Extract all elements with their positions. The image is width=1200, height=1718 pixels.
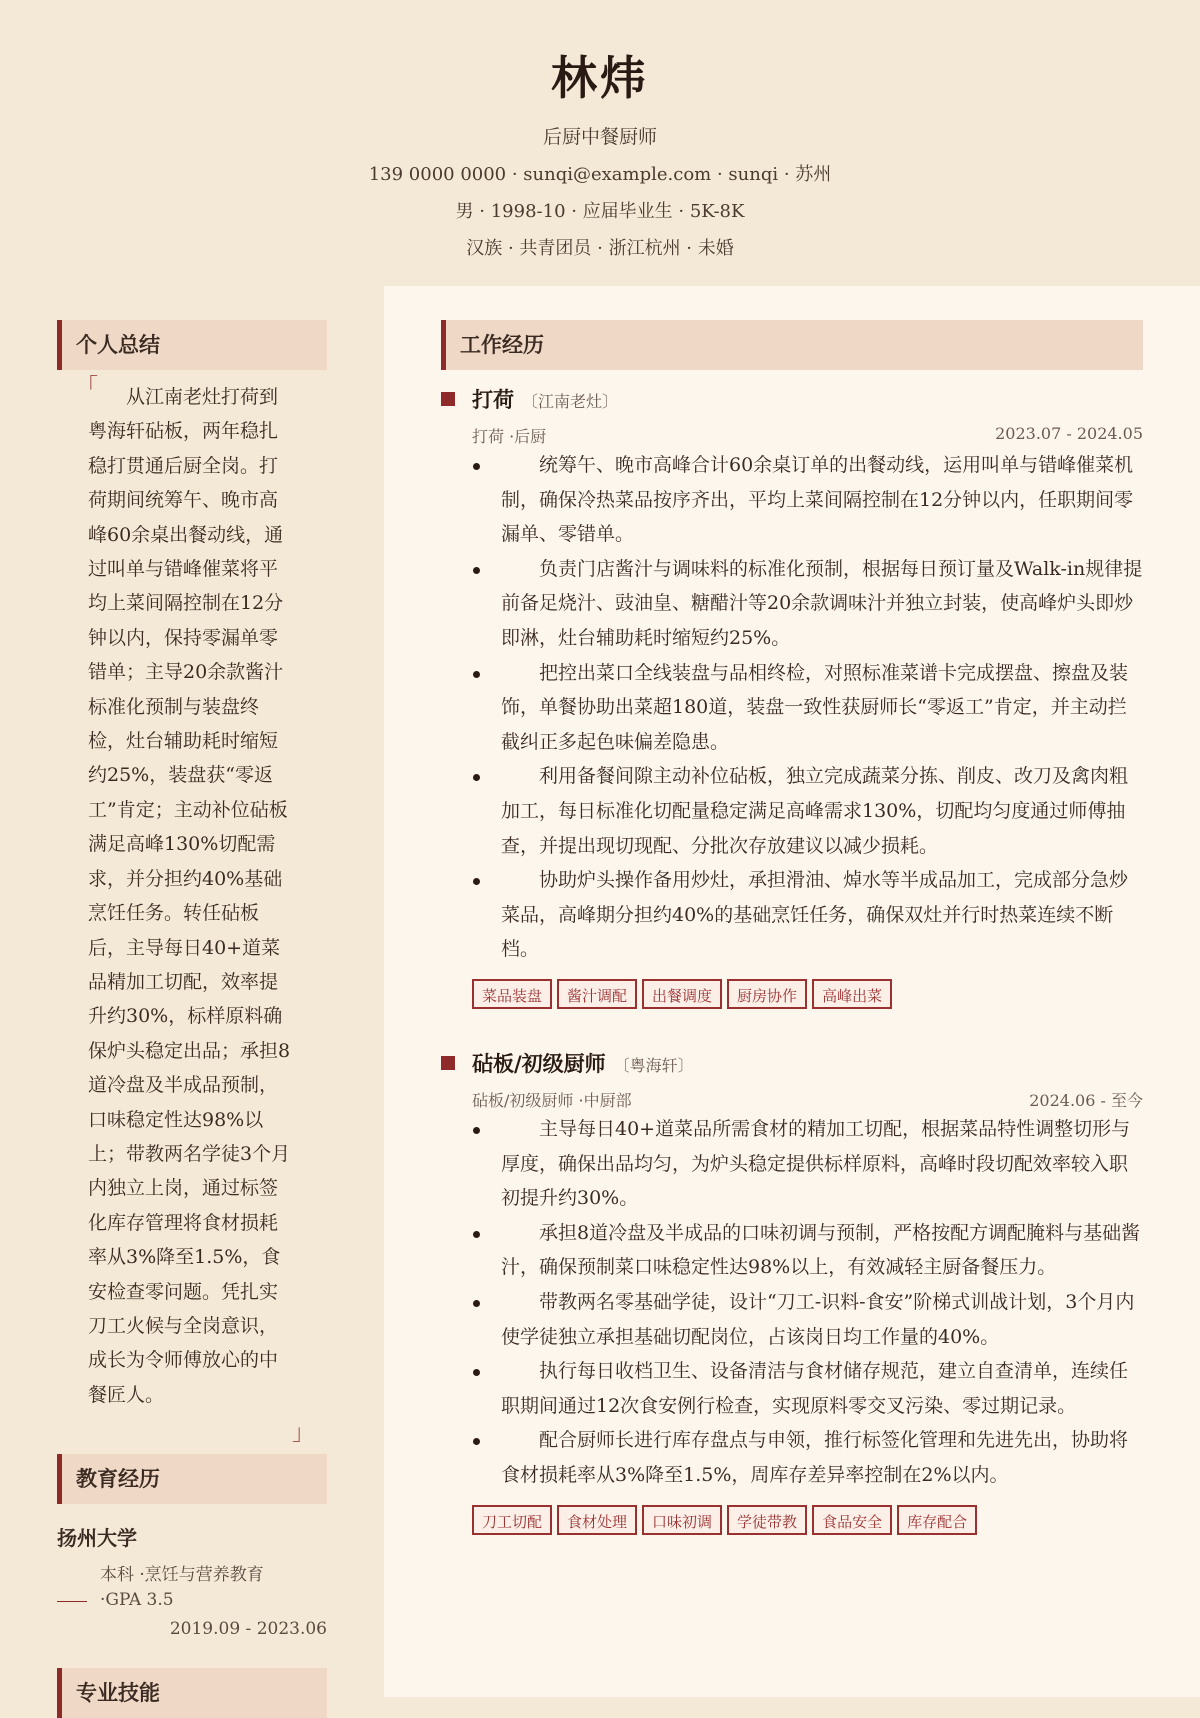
- skill-tag: 食品安全: [812, 1505, 892, 1535]
- skill-tag: 口味初调: [642, 1505, 722, 1535]
- skill-tag: 高峰出菜: [812, 979, 892, 1009]
- bullet-dot-icon: [473, 1127, 480, 1134]
- summary-heading: 个人总结: [57, 320, 327, 370]
- skill-tag: 菜品装盘: [472, 979, 552, 1009]
- bullet-item: 把控出菜口全线装盘与品相终检，对照标准菜谱卡完成摆盘、擦盘及装饰，单餐协助出菜超180道，装盘一致性获厨师长“零返工”肯定，并主动拦截纠正多起色味偏差隐患。: [441, 656, 1143, 760]
- degree-major: 本科 ·烹饪与营养教育: [100, 1565, 264, 1585]
- bullet-item: 负责门店酱汁与调味料的标准化预制，根据每日预订量及Walk-in规律提前备足烧汁、豉油皇、糖醋汁等20余款调味汁并独立封装，使高峰炉头即炒即淋，灶台辅助耗时缩短约25%。: [441, 552, 1143, 656]
- skill-tag: 食材处理: [557, 1505, 637, 1535]
- gpa: ·GPA 3.5: [100, 1590, 174, 1610]
- skill-tag: 学徒带教: [727, 1505, 807, 1535]
- skill-tag: 出餐调度: [642, 979, 722, 1009]
- skill-tag: 库存配合: [897, 1505, 977, 1535]
- bullet-dot-icon: [473, 1300, 480, 1307]
- quote-close-mark: 」: [292, 1421, 315, 1446]
- basic-info-line: 男 · 1998-10 · 应届毕业生 · 5K-8K: [455, 201, 745, 222]
- education-heading: 教育经历: [57, 1454, 327, 1504]
- bullet-dot-icon: [473, 1369, 480, 1376]
- education-dates: 2019.09 - 2023.06: [169, 1619, 327, 1639]
- personal-info-line: 汉族 · 共青团员 · 浙江杭州 · 未婚: [466, 238, 734, 259]
- job-role: 砧板/初级厨师 ·中厨部: [472, 1091, 632, 1110]
- skill-tags: [441, 1505, 1143, 1541]
- bullet-dot-icon: [473, 671, 480, 678]
- main-content: [384, 286, 1200, 1697]
- bullet-item: 配合厨师长进行库存盘点与申领，推行标签化管理和先进先出，协助将食材损耗率从3%降至1.5%，周库存差异率控制在2%以内。: [441, 1423, 1143, 1492]
- job-role: 打荷 ·后厨: [472, 427, 547, 446]
- job-entry: [441, 384, 1143, 1015]
- sidebar: [0, 286, 384, 1705]
- summary-text: 从江南老灶打荷到粤海轩砧板，两年稳扎稳打贯通后厨全岗。打荷期间统筹午、晚市高峰60余桌出餐动线，通过叫单与错峰催菜将平均上菜间隔控制在12分钟以内，保持零漏单零错单；主导20余款酱汁标准化预制与装盘终检，灶台辅助耗时缩短约25%，装盘获“零返工”肯定；主动补位砧板满足高峰130%切配需求，并分担约40%基础烹饪任务。转任砧板后，主导每日40+道菜品精加工切配，效率提升约30%，标样原料确保炉头稳定出品；承担8道冷盘及半成品预制，口味稳定性达98%以上；带教两名学徒3个月内独立上岗，通过标签化库存管理将食材损耗率从3%降至1.5%，食安检查零问题。凭扎实刀工火候与全岗意识，成长为令师傅放心的中餐匠人。: [88, 386, 291, 1406]
- bullet-item: 承担8道冷盘及半成品的口味初调与预制，严格按配方调配腌料与基础酱汁，确保预制菜口味稳定性达98%以上，有效减轻主厨备餐压力。: [441, 1216, 1143, 1285]
- bullet-dot-icon: [473, 878, 480, 885]
- work-heading: 工作经历: [441, 320, 1143, 370]
- candidate-name: 林炜: [551, 51, 649, 105]
- job-dates: 2024.06 - 至今: [1029, 1091, 1143, 1110]
- bullet-dot-icon: [473, 1231, 480, 1238]
- job-bullets: [441, 1112, 1143, 1493]
- job-marker-icon: [441, 392, 455, 406]
- skill-tag: 酱汁调配: [557, 979, 637, 1009]
- skill-tag: 刀工切配: [472, 1505, 552, 1535]
- bullet-item: 利用备餐间隙主动补位砧板，独立完成蔬菜分拣、削皮、改刀及禽肉粗加工，每日标准化切配量稳定满足高峰需求130%，切配均匀度通过师傅抽查，并提出现切现配、分批次存放建议以减少损耗。: [441, 759, 1143, 863]
- job-title-line: [472, 384, 618, 414]
- edu-divider: [57, 1601, 87, 1602]
- bullet-item: 带教两名零基础学徒，设计“刀工-识料-食安”阶梯式训战计划，3个月内使学徒独立承担基础切配岗位，占该岗日均工作量的40%。: [441, 1285, 1143, 1354]
- job-position: 打荷: [472, 387, 514, 412]
- bullet-item: 执行每日收档卫生、设备清洁与食材储存规范，建立自查清单，连续任职期间通过12次食安例行检查，实现原料零交叉污染、零过期记录。: [441, 1354, 1143, 1423]
- job-marker-icon: [441, 1056, 455, 1070]
- contact-line: 139 0000 0000 · sunqi@example.com · sunqi · 苏州: [368, 164, 832, 185]
- job-company: 〔江南老灶〕: [522, 392, 619, 411]
- bullet-dot-icon: [473, 1438, 480, 1445]
- skill-tags: [441, 979, 1143, 1015]
- school-name: 扬州大学: [57, 1526, 137, 1550]
- quote-open-mark: 「: [76, 375, 99, 400]
- job-title: 后厨中餐厨师: [542, 126, 657, 148]
- bullet-dot-icon: [473, 463, 480, 470]
- job-position: 砧板/初级厨师: [472, 1051, 606, 1076]
- resume-header: [0, 0, 1200, 286]
- job-dates: 2023.07 - 2024.05: [995, 424, 1143, 443]
- job-company: 〔粤海轩〕: [613, 1056, 694, 1075]
- skills-heading: 专业技能: [57, 1668, 327, 1718]
- bullet-dot-icon: [473, 774, 480, 781]
- bullet-item: 统筹午、晚市高峰合计60余桌订单的出餐动线，运用叫单与错峰催菜机制，确保冷热菜品按序齐出，平均上菜间隔控制在12分钟以内，任职期间零漏单、零错单。: [441, 448, 1143, 552]
- bullet-dot-icon: [473, 567, 480, 574]
- bullet-item: 主导每日40+道菜品所需食材的精加工切配，根据菜品特性调整切形与厚度，确保出品均匀，为炉头稳定提供标样原料，高峰时段切配效率较入职初提升约30%。: [441, 1112, 1143, 1216]
- bullet-item: 协助炉头操作备用炒灶，承担滑油、焯水等半成品加工，完成部分急炒菜品，高峰期分担约40%的基础烹饪任务，确保双灶并行时热菜连续不断档。: [441, 863, 1143, 967]
- skill-tag: 厨房协作: [727, 979, 807, 1009]
- job-entry: [441, 1048, 1143, 1541]
- job-bullets: [441, 448, 1143, 967]
- job-title-line: [472, 1048, 694, 1078]
